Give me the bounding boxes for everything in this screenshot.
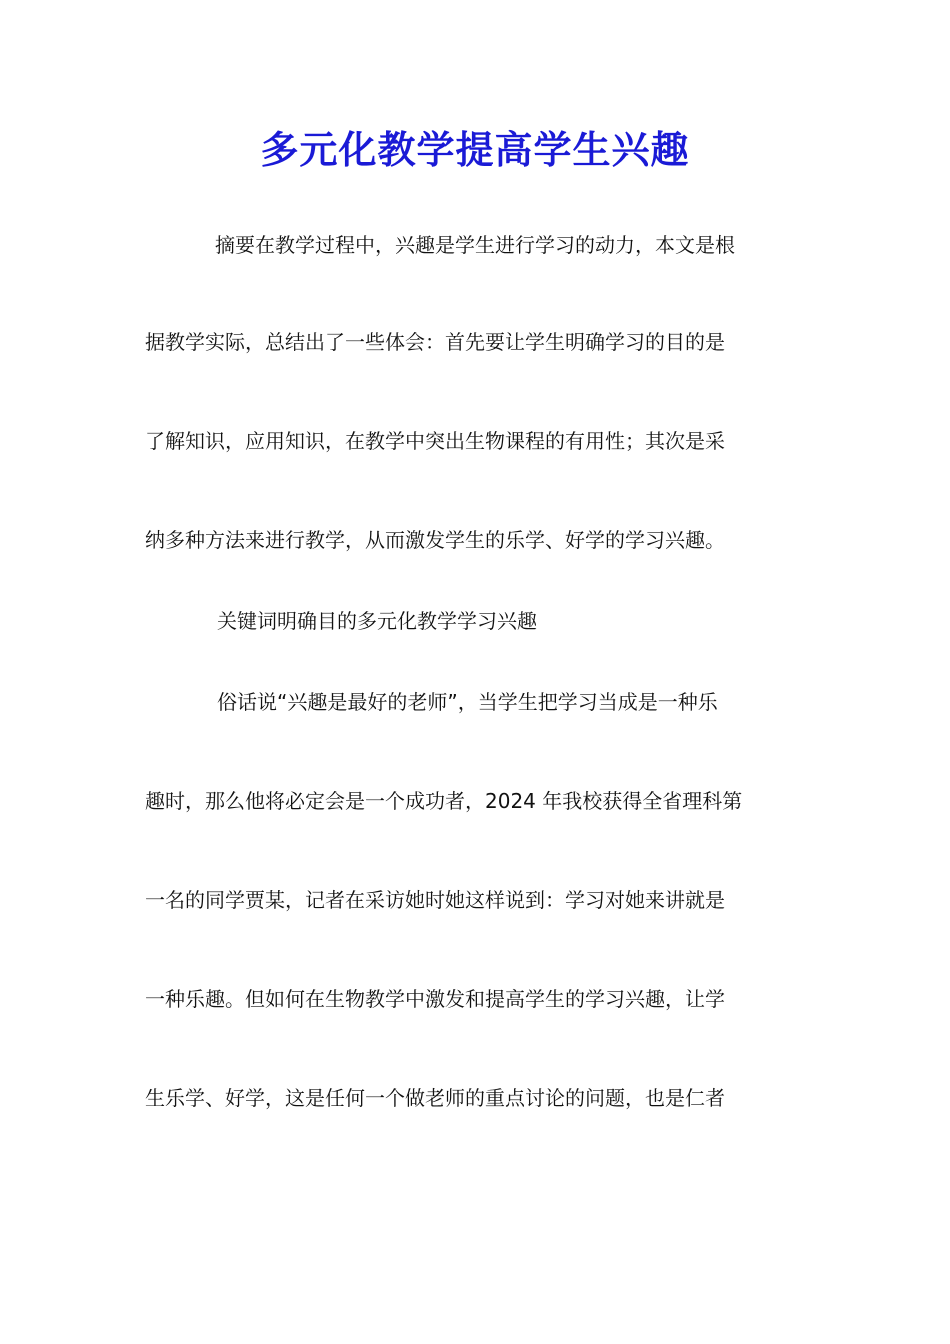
document-title: 多元化教学提高学生兴趣: [260, 127, 690, 172]
body-line-3: 一名的同学贾某，记者在采访她时她这样说到：学习对她来讲就是: [145, 888, 725, 912]
abstract-line-3: 了解知识，应用知识，在教学中突出生物课程的有用性；其次是采: [145, 429, 725, 453]
keywords-line: 关键词明确目的多元化教学学习兴趣: [217, 609, 537, 633]
abstract-line-1: 摘要在教学过程中，兴趣是学生进行学习的动力，本文是根: [215, 233, 735, 257]
body-line-5: 生乐学、好学，这是任何一个做老师的重点讨论的问题，也是仁者: [145, 1086, 725, 1110]
body-line-2: 趣时，那么他将必定会是一个成功者，2024 年我校获得全省理科第: [145, 789, 743, 813]
abstract-line-4: 纳多种方法来进行教学，从而激发学生的乐学、好学的学习兴趣。: [145, 528, 725, 552]
abstract-line-2: 据教学实际，总结出了一些体会：首先要让学生明确学习的目的是: [145, 330, 725, 354]
body-line-1: 俗话说“兴趣是最好的老师”，当学生把学习当成是一种乐: [217, 690, 718, 714]
body-line-4: 一种乐趣。但如何在生物教学中激发和提高学生的学习兴趣，让学: [145, 987, 725, 1011]
